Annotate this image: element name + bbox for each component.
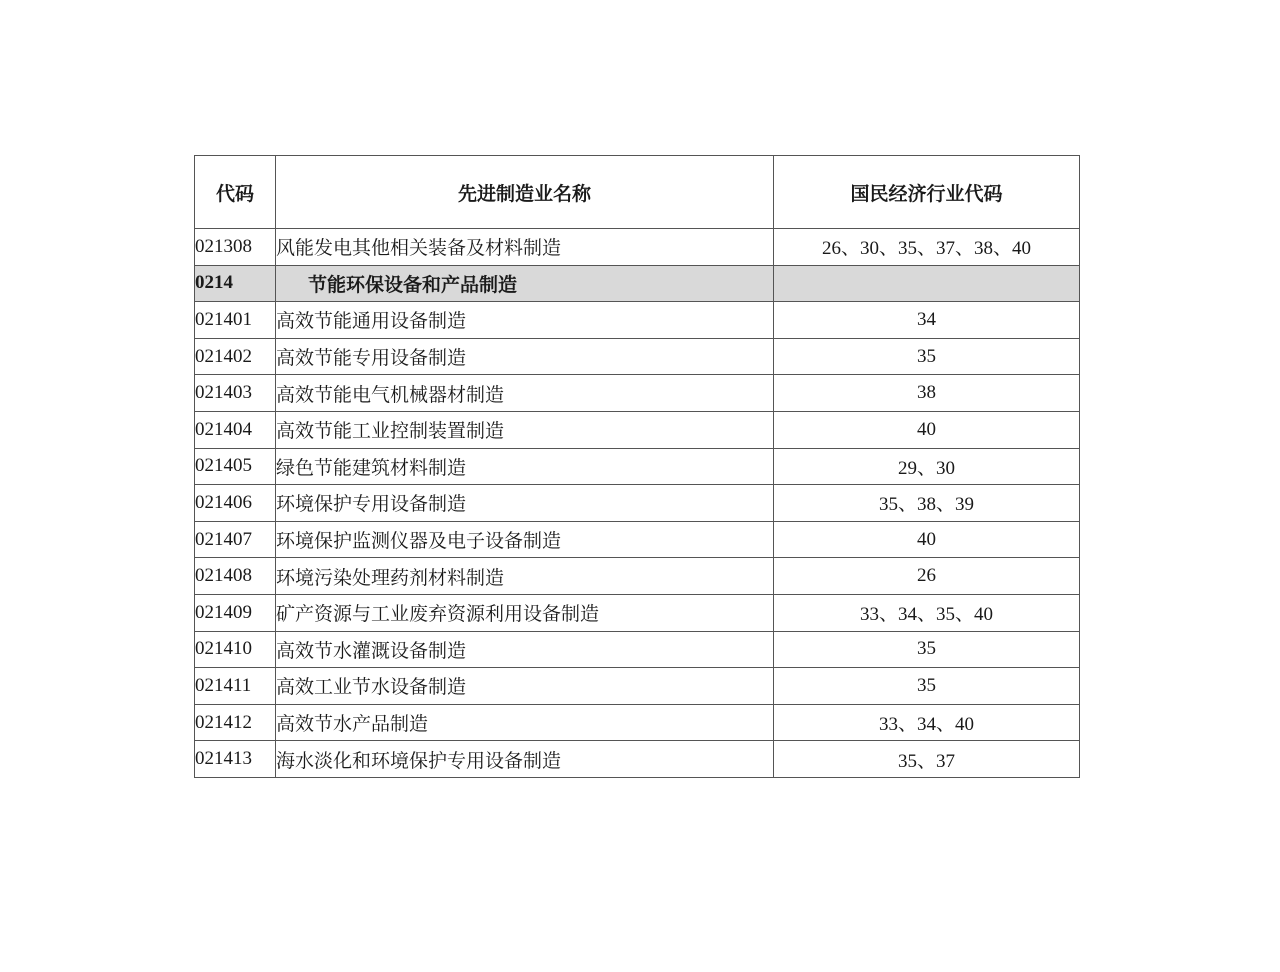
table-row — [195, 668, 1080, 705]
header-name: 先进制造业名称 — [276, 156, 774, 229]
row-nec-code: 35 — [774, 631, 1080, 668]
row-code: 021411 — [195, 668, 276, 705]
row-name: 环境污染处理药剂材料制造 — [276, 558, 774, 595]
row-name: 海水淡化和环境保护专用设备制造 — [276, 741, 774, 778]
row-code: 021407 — [195, 521, 276, 558]
table-row — [195, 631, 1080, 668]
table-row — [195, 229, 1080, 266]
row-nec-code: 35、37 — [774, 741, 1080, 778]
row-code: 021406 — [195, 485, 276, 522]
table-group-row — [195, 265, 1080, 302]
group-nec-code — [774, 265, 1080, 302]
industry-code-table — [194, 155, 1080, 778]
row-nec-code: 35、38、39 — [774, 485, 1080, 522]
row-nec-code: 34 — [774, 302, 1080, 339]
row-nec-code: 29、30 — [774, 448, 1080, 485]
row-code: 021402 — [195, 338, 276, 375]
row-name: 环境保护专用设备制造 — [276, 485, 774, 522]
row-nec-code: 26 — [774, 558, 1080, 595]
table-row — [195, 448, 1080, 485]
row-code: 021413 — [195, 741, 276, 778]
row-nec-code: 35 — [774, 668, 1080, 705]
row-name: 高效节能工业控制装置制造 — [276, 411, 774, 448]
table-header-row — [195, 156, 1080, 229]
row-name: 高效节水产品制造 — [276, 704, 774, 741]
row-code: 021409 — [195, 594, 276, 631]
row-code: 021412 — [195, 704, 276, 741]
table-row — [195, 375, 1080, 412]
row-nec-code: 38 — [774, 375, 1080, 412]
row-name: 风能发电其他相关装备及材料制造 — [276, 229, 774, 266]
table-row — [195, 741, 1080, 778]
row-nec-code: 33、34、40 — [774, 704, 1080, 741]
row-nec-code: 40 — [774, 521, 1080, 558]
table-row — [195, 594, 1080, 631]
row-code: 021410 — [195, 631, 276, 668]
row-name: 高效工业节水设备制造 — [276, 668, 774, 705]
row-code: 021404 — [195, 411, 276, 448]
group-code: 0214 — [195, 265, 276, 302]
row-name: 高效节能专用设备制造 — [276, 338, 774, 375]
row-code: 021308 — [195, 229, 276, 266]
group-name: 节能环保设备和产品制造 — [276, 265, 774, 302]
row-code: 021408 — [195, 558, 276, 595]
row-nec-code: 40 — [774, 411, 1080, 448]
table-row — [195, 411, 1080, 448]
table-row — [195, 485, 1080, 522]
row-nec-code: 26、30、35、37、38、40 — [774, 229, 1080, 266]
row-code: 021405 — [195, 448, 276, 485]
row-nec-code: 35 — [774, 338, 1080, 375]
row-name: 环境保护监测仪器及电子设备制造 — [276, 521, 774, 558]
header-code: 代码 — [195, 156, 276, 229]
row-nec-code: 33、34、35、40 — [774, 594, 1080, 631]
table-row — [195, 338, 1080, 375]
table-body — [195, 229, 1080, 778]
header-nec-code: 国民经济行业代码 — [774, 156, 1080, 229]
row-name: 绿色节能建筑材料制造 — [276, 448, 774, 485]
row-code: 021401 — [195, 302, 276, 339]
row-name: 高效节能电气机械器材制造 — [276, 375, 774, 412]
table-row — [195, 521, 1080, 558]
row-code: 021403 — [195, 375, 276, 412]
table-row — [195, 704, 1080, 741]
table-row — [195, 558, 1080, 595]
table-row — [195, 302, 1080, 339]
row-name: 矿产资源与工业废弃资源利用设备制造 — [276, 594, 774, 631]
row-name: 高效节水灌溉设备制造 — [276, 631, 774, 668]
row-name: 高效节能通用设备制造 — [276, 302, 774, 339]
